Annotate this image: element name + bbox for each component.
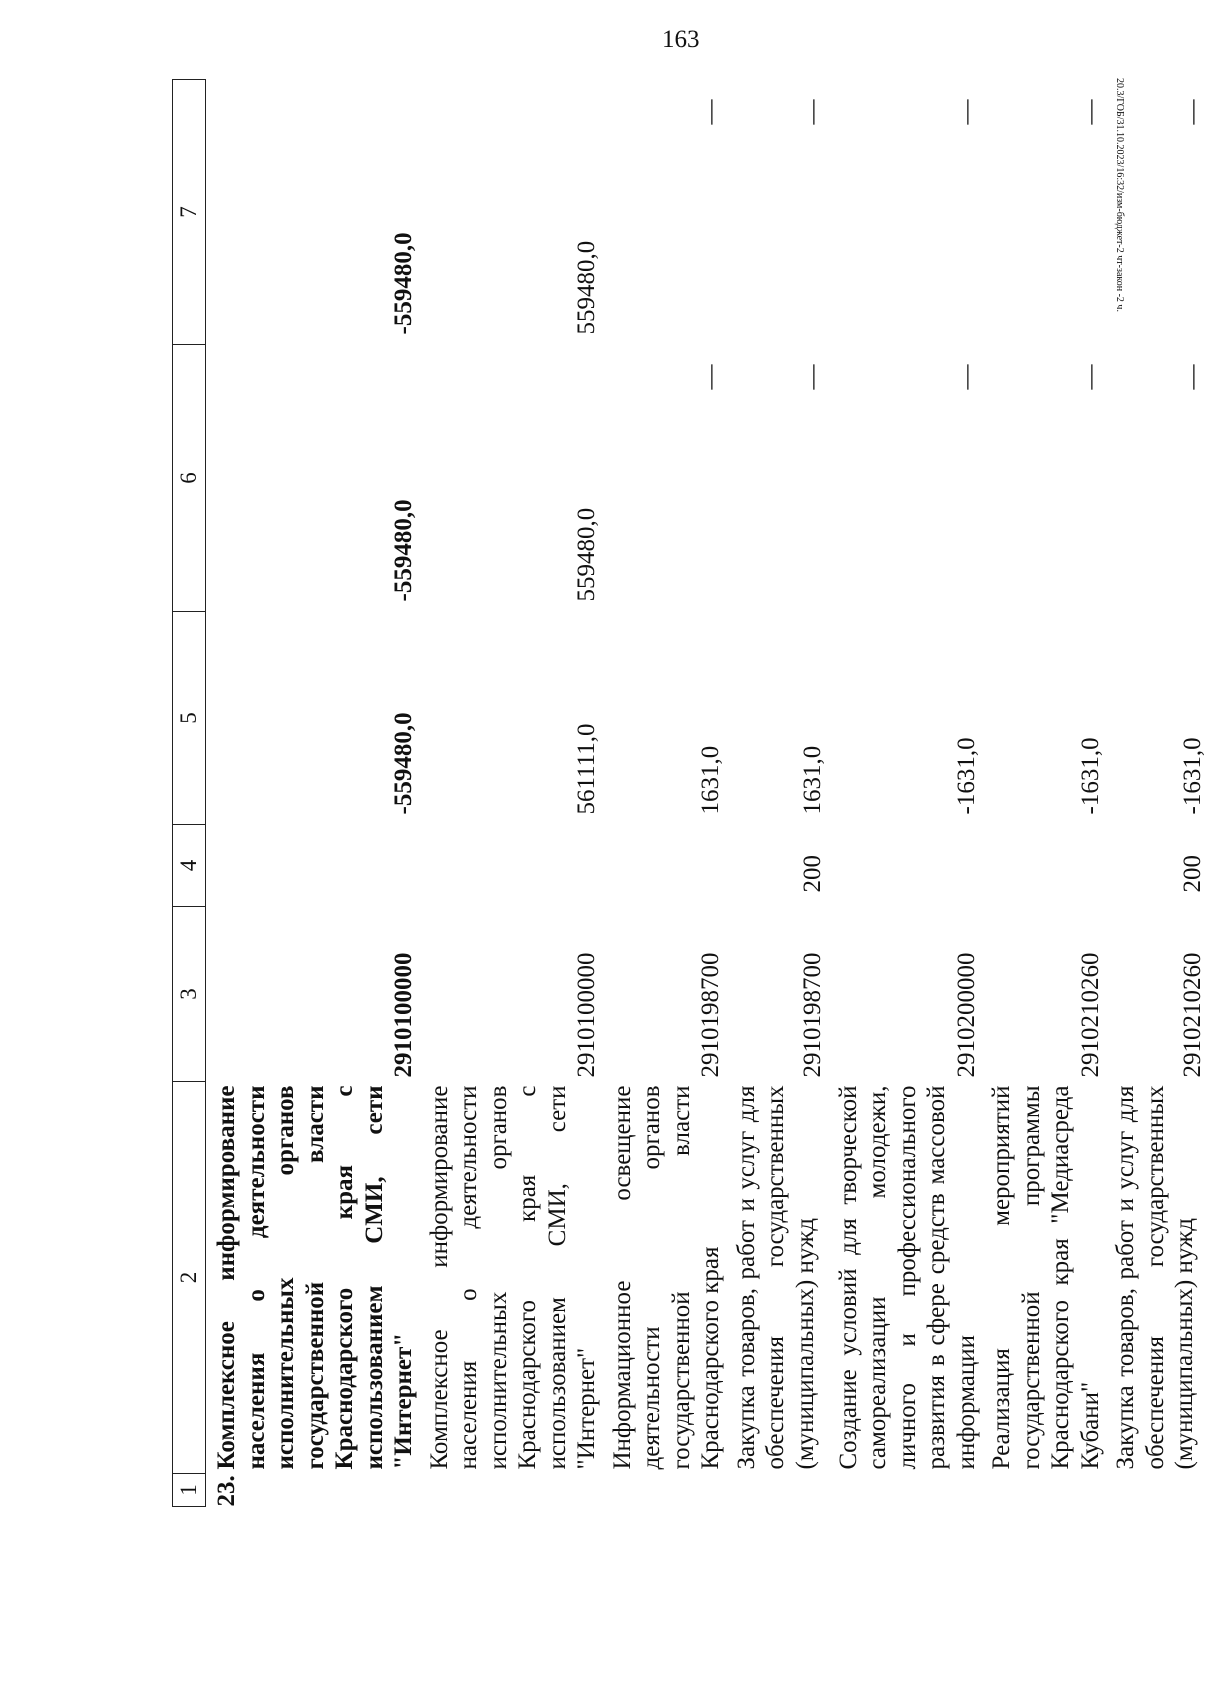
table-header <box>173 80 206 1507</box>
budget-table <box>172 79 1207 1507</box>
item-name: Информационное освещение деятельности органов государственной власти Краснодарского края <box>608 1085 724 1470</box>
value-col-6: 559480,0 <box>573 507 600 602</box>
table-row <box>726 80 828 1507</box>
value-col-6: — <box>952 364 980 390</box>
table-row <box>602 80 726 1507</box>
value-col-5: -559480,0 <box>390 712 417 815</box>
value-col-6: — <box>799 364 826 390</box>
value-col-6: — <box>697 364 724 390</box>
item-name: Реализация мероприятий государственной программы Краснодарского края "Медиасреда Кубани" <box>988 1085 1104 1470</box>
target-code: 2910210260 <box>1178 952 1206 1078</box>
expense-type <box>828 825 982 907</box>
header-col-6: 6 <box>173 345 206 612</box>
budget-table-rotated <box>172 80 1207 1507</box>
item-name: Комплексное информирование населения о деятельности исполнительных органов Краснодарского края с использованием СМИ, сети "Интернет" <box>425 1085 600 1470</box>
value-col-7: — <box>697 99 724 125</box>
table-row <box>981 80 1105 1507</box>
item-number <box>1105 1474 1207 1507</box>
value-col-6: — <box>1076 364 1104 390</box>
header-col-2: 2 <box>173 1082 206 1474</box>
header-row <box>173 80 206 1507</box>
item-number <box>726 1474 828 1507</box>
item-name: Создание условий для творческой самореализации молодежи, личного и профессионального развития в сфере средств массовой информации <box>834 1085 980 1470</box>
value-col-5: 1631,0 <box>799 745 826 815</box>
target-code: 2910210260 <box>1076 952 1104 1078</box>
header-col-5: 5 <box>173 612 206 825</box>
item-number: 23. <box>213 1475 240 1507</box>
table-body <box>206 80 1207 1507</box>
table-row <box>1105 80 1207 1507</box>
target-code: 2910200000 <box>952 952 980 1078</box>
value-col-6: — <box>1178 364 1206 390</box>
target-code: 2910198700 <box>697 952 724 1078</box>
header-col-7: 7 <box>173 80 206 345</box>
item-number <box>602 1474 726 1507</box>
item-name: Закупка товаров, работ и услуг для обеспечения государственных (муниципальных) нужд <box>1112 1085 1198 1470</box>
expense-type <box>419 825 602 907</box>
header-col-1: 1 <box>173 1474 206 1507</box>
value-col-7: — <box>799 99 826 125</box>
header-col-3: 3 <box>173 907 206 1082</box>
footer-document-code: 20.3/ГОБ/31.10.2023/16:32/изм-бюджет-2 чт-закон -2 ч. <box>1114 78 1125 312</box>
table-row <box>419 80 602 1507</box>
value-col-7: -559480,0 <box>390 232 417 335</box>
table-row <box>206 80 419 1507</box>
value-col-7: 559480,0 <box>573 240 600 335</box>
item-name: Закупка товаров, работ и услуг для обеспечения государственных (муниципальных) нужд <box>732 1085 819 1470</box>
item-number <box>828 1474 982 1507</box>
header-col-4: 4 <box>173 825 206 907</box>
target-code: 2910100000 <box>390 952 417 1078</box>
page-number: 163 <box>662 26 700 53</box>
item-name: Комплексное информирование населения о деятельности исполнительных органов государственной власти Краснодарского края с использованием СМИ, сети "Интернет" <box>213 1085 417 1470</box>
value-col-5: -1631,0 <box>1076 737 1104 815</box>
expense-type <box>602 825 726 907</box>
target-code: 2910198700 <box>799 952 826 1078</box>
target-code: 2910100000 <box>573 952 600 1078</box>
value-col-6: -559480,0 <box>390 499 417 602</box>
expense-type <box>981 825 1105 907</box>
item-number <box>981 1474 1105 1507</box>
expense-type: 200 <box>1178 855 1206 893</box>
item-number <box>419 1474 602 1507</box>
expense-type <box>206 825 419 907</box>
value-col-7: — <box>1076 99 1104 125</box>
expense-type: 200 <box>799 855 826 893</box>
value-col-5: 561111,0 <box>573 723 600 815</box>
value-col-5: -1631,0 <box>952 737 980 815</box>
value-col-7: — <box>1178 99 1206 125</box>
value-col-5: 1631,0 <box>697 745 724 815</box>
table-row <box>828 80 982 1507</box>
value-col-7: — <box>952 99 980 125</box>
value-col-5: -1631,0 <box>1178 737 1206 815</box>
